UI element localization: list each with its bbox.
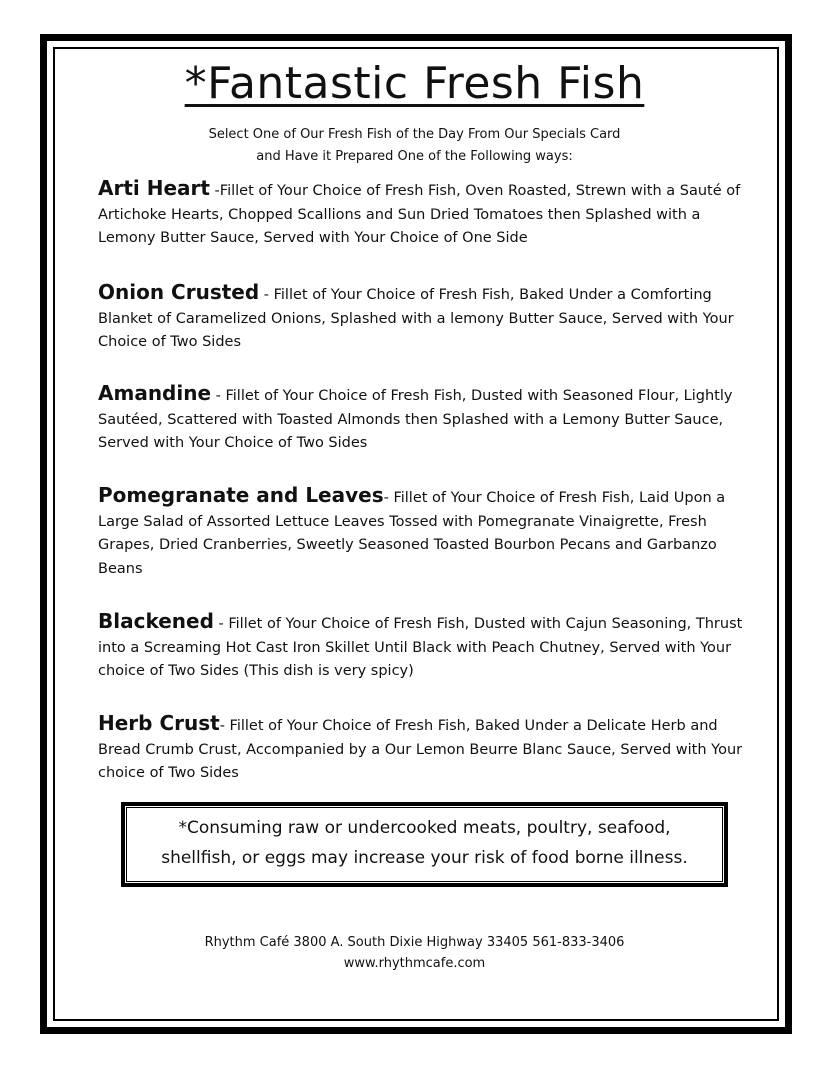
item-name: Herb Crust	[98, 711, 220, 735]
item-name: Pomegranate and Leaves	[98, 483, 384, 507]
intro-line-2: and Have it Prepared One of the Following ways:	[256, 149, 573, 164]
menu-item-arti-heart	[98, 177, 748, 251]
item-name: Blackened	[98, 609, 214, 633]
item-description: - Fillet of Your Choice of Fresh Fish, Dusted with Seasoned Flour, Lightly Sautéed, Scattered with Toasted Almonds then Splashed with a Lemony Butter Sauce, Served with Your Choice of Two Sides	[98, 388, 733, 451]
item-description: - Fillet of Your Choice of Fresh Fish, Laid Upon a Large Salad of Assorted Lettuce Leaves Tossed with Pomegranate Vinaigrette, Fresh Grapes, Dried Cranberries, Sweetly Seasoned Toasted Bourbon Pecans and Garbanzo Beans	[98, 490, 726, 577]
footer-address: Rhythm Café 3800 A. South Dixie Highway 33405 561-833-3406	[204, 935, 625, 950]
item-description: - Fillet of Your Choice of Fresh Fish, Baked Under a Comforting Blanket of Caramelized Onions, Splashed with a lemony Butter Sauce, Served with Your Choice of Two Sides	[98, 287, 734, 350]
menu-item-blackened	[98, 610, 748, 684]
item-description: - Fillet of Your Choice of Fresh Fish, Baked Under a Delicate Herb and Bread Crumb Crust, Accompanied by a Our Lemon Beurre Blanc Sauce, Served with Your choice of Two Sides	[98, 718, 743, 781]
menu-item-pomegranate-and-leaves	[98, 484, 748, 581]
item-description: -Fillet of Your Choice of Fresh Fish, Oven Roasted, Strewn with a Sauté of Artichoke Hearts, Chopped Scallions and Sun Dried Tomatoes then Splashed with a Lemony Butter Sauce, Served with Your Choice of One Side	[98, 183, 741, 246]
menu-title: *Fantastic Fresh Fish	[184, 58, 645, 109]
footer-website: www.rhythmcafe.com	[343, 956, 486, 971]
item-name: Arti Heart	[98, 176, 210, 200]
item-description: - Fillet of Your Choice of Fresh Fish, Dusted with Cajun Seasoning, Thrust into a Screaming Hot Cast Iron Skillet Until Black with Peach Chutney, Served with Your choice of Two Sides (This dish is very spicy)	[98, 616, 743, 679]
menu-item-herb-crust	[98, 712, 748, 786]
health-notice-line-1: *Consuming raw or undercooked meats, poultry, seafood,	[178, 818, 671, 838]
intro-line-1: Select One of Our Fresh Fish of the Day From Our Specials Card	[208, 127, 621, 142]
item-name: Amandine	[98, 381, 212, 405]
menu-item-onion-crusted	[98, 281, 748, 355]
health-notice-line-2: shellfish, or eggs may increase your risk of food borne illness.	[161, 848, 688, 868]
menu-item-amandine	[98, 382, 748, 456]
item-name: Onion Crusted	[98, 280, 260, 304]
